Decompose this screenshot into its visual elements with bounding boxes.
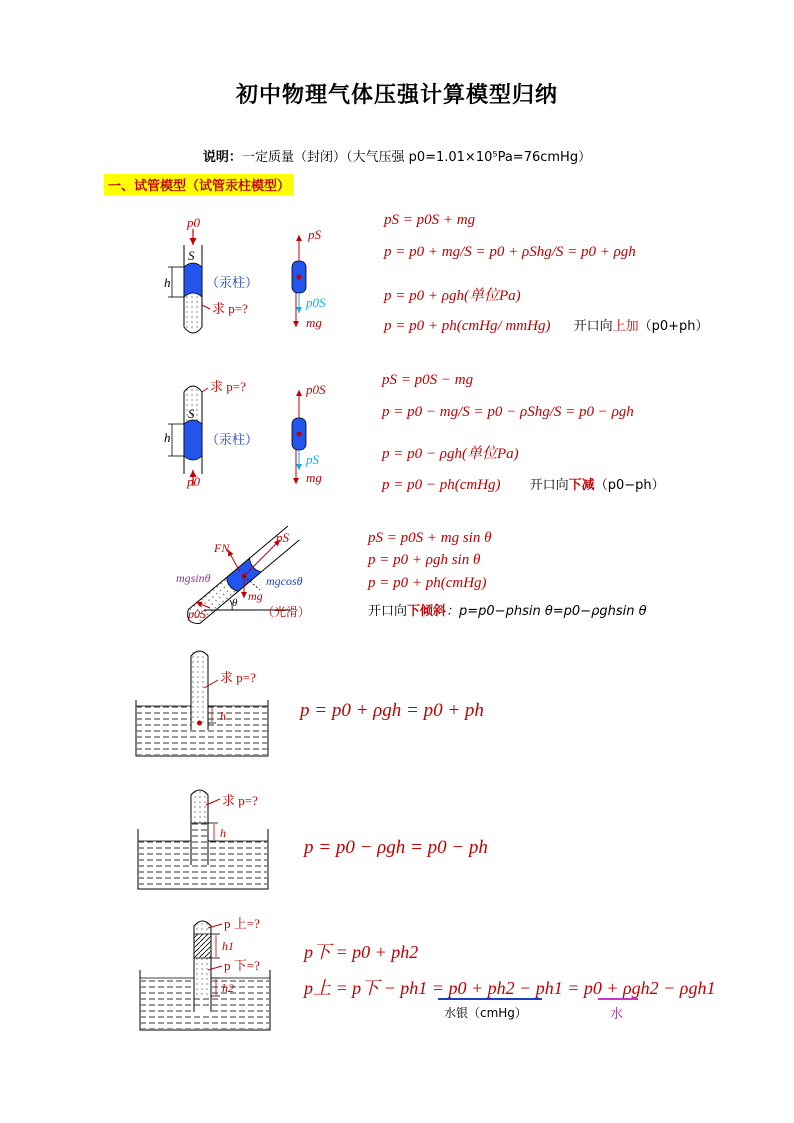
S-label: S: [188, 248, 195, 263]
m2-eq3: p = p0 − ρgh(单位Pa): [382, 446, 519, 462]
model4-diagram: [136, 650, 276, 760]
m1-eq3: p = p0 + ρgh(单位Pa): [384, 288, 521, 304]
m3-eq1: pS = p0S + mg sin θ: [368, 530, 492, 546]
model1-diagram: [150, 215, 380, 345]
m6-eq2: p上 = p下 − ph1 = p0 + ph2 − ph1 = p0 + ρgh2 − ρgh1: [304, 978, 716, 998]
ask-p-label: 求 p=?: [212, 301, 248, 316]
h-label: h: [164, 275, 171, 290]
m2-tip-suffix: （p0−ph）: [594, 478, 665, 493]
m3-eq2: p = p0 + ρgh sin θ: [368, 552, 481, 568]
pS-label: pS: [308, 227, 321, 242]
m6-p-up-label: p 上=?: [224, 916, 260, 931]
m3-smooth-label: （光滑）: [262, 605, 311, 619]
m2-p0-label: p0: [187, 474, 200, 489]
section-heading: 一、试管模型（试管汞柱模型）: [104, 174, 294, 195]
m2-eq1: pS = p0S − mg: [382, 372, 474, 388]
water-underline: [598, 998, 638, 1000]
m1-tip-prefix: 开口向: [573, 319, 613, 334]
m3-mgsin-label: mgsinθ: [176, 571, 211, 585]
m4-eq: p = p0 + ρgh = p0 + ph: [300, 700, 484, 721]
m1-eq1: pS = p0S + mg: [384, 212, 476, 228]
m1-row4: [384, 315, 709, 335]
mg-label: mg: [306, 315, 322, 330]
page-title: 初中物理气体压强计算模型归纳: [235, 83, 558, 108]
m2-h-label: h: [164, 430, 171, 445]
model3-diagram: [170, 528, 370, 623]
m1-tip-suffix: （p0+ph）: [638, 319, 709, 334]
m3-FN-label: FN: [214, 541, 230, 555]
m2-ask-p-label: 求 p=?: [210, 379, 246, 394]
m1-eq2: p = p0 + mg/S = p0 + ρShg/S = p0 + ρgh: [384, 244, 636, 260]
m2-eq4: p = p0 − ph(cmHg): [382, 477, 501, 493]
m2-mg-label: mg: [306, 470, 322, 485]
m1-tip-key: 上加: [612, 319, 639, 334]
model2-diagram: [150, 378, 380, 493]
m3-tip-key: 下倾斜: [407, 604, 447, 619]
m3-eq3: p = p0 + ph(cmHg): [368, 575, 487, 591]
model6-diagram: [140, 912, 280, 1034]
m6-p-down-label: p 下=?: [224, 958, 260, 973]
m3-tip-prefix: 开口向: [368, 604, 408, 619]
model5-diagram: [138, 785, 278, 895]
m3-theta-label: θ: [232, 597, 238, 609]
note-label: 说明：: [202, 150, 242, 165]
m3-p0S-label: p0S: [188, 607, 206, 621]
note-text: 一定质量（封闭）（大气压强 p0=1.01×10⁵Pa=76cmHg）: [241, 150, 592, 165]
m3-tip-suffix: ：p=p0−phsin θ=p0−ρghsin θ: [446, 604, 647, 619]
m3-pS-label: pS: [276, 530, 289, 545]
p0S-label: p0S: [306, 295, 326, 310]
m5-eq: p = p0 − ρgh = p0 − ph: [304, 837, 488, 858]
intro-note: [0, 146, 794, 165]
m6-mercury-note: 水银（cmHg）: [444, 1006, 527, 1020]
m3-row4: [368, 600, 647, 619]
m6-h2-label: h2: [222, 981, 234, 995]
m6-water-note: 水: [610, 1007, 624, 1022]
m1-eq4: p = p0 + ph(cmHg/ mmHg): [384, 318, 551, 334]
mercury-label: （汞柱）: [206, 275, 259, 290]
m4-h-label: h: [220, 709, 226, 723]
m6-h1-label: h1: [222, 939, 234, 953]
m5-h-label: h: [220, 826, 226, 840]
m2-p0S-label: p0S: [306, 382, 326, 397]
mercury-underline: [438, 998, 542, 1000]
m5-ask-p-label: 求 p=?: [222, 793, 258, 808]
m3-mgcos-label: mgcosθ: [266, 574, 303, 588]
m2-eq2: p = p0 − mg/S = p0 − ρShg/S = p0 − ρgh: [382, 404, 634, 420]
p0-label: p0: [187, 215, 200, 230]
m4-ask-p-label: 求 p=?: [220, 670, 256, 685]
m2-S-label: S: [188, 406, 195, 421]
m6-eq1: p下 = p0 + ph2: [304, 942, 419, 962]
m2-row4: [382, 474, 665, 494]
m2-pS-label: pS: [306, 452, 319, 467]
m2-mercury-label: （汞柱）: [206, 432, 259, 447]
m3-mg-label: mg: [248, 589, 263, 603]
m2-tip-key: 下减: [568, 478, 595, 493]
m2-tip-prefix: 开口向: [529, 478, 569, 493]
mercury-column: [184, 263, 202, 297]
